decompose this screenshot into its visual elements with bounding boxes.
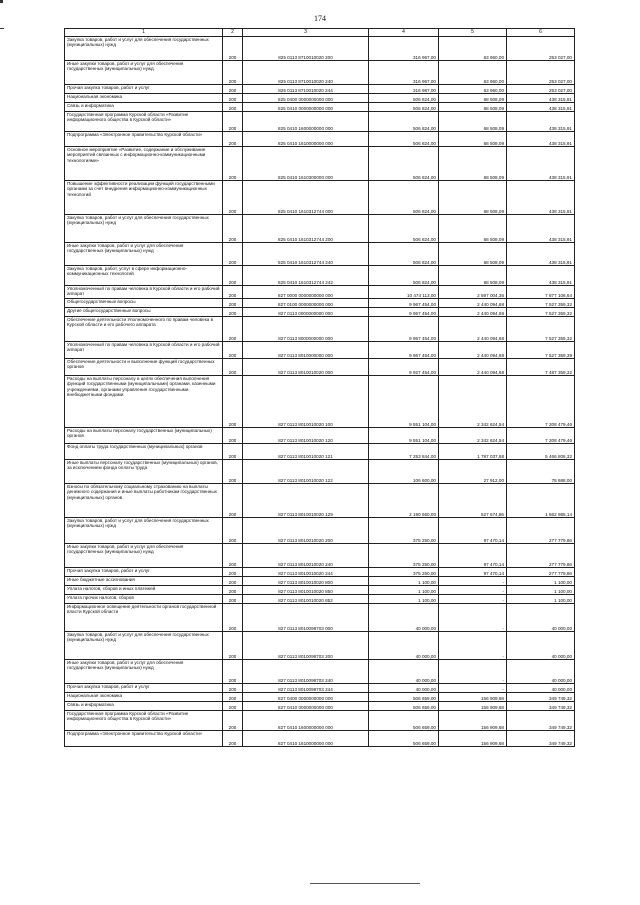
table-row [65, 518, 575, 544]
row-approved-amount: 9 967 454,00 [369, 299, 439, 308]
table-row [65, 286, 575, 299]
row-description: Государственная программа Курской области «Развитие информационного общества в Курской области» [65, 711, 223, 731]
row-description: Обеспечение деятельности Уполномоченного по правам человека в Курской области и его рабочего аппарата [65, 317, 223, 342]
row-budget-code: 827 0113 8010010020 120 [243, 428, 369, 444]
row-approved-amount: 9 967 454,00 [369, 317, 439, 342]
row-description: Основное мероприятие «Развитие, содержание и обслуживание мероприятий связанных с информационно-коммуникационными технологиями» [65, 147, 223, 181]
column-header: 1 [65, 29, 223, 37]
row-vr-code: 200 [223, 660, 243, 684]
row-vr-code: 200 [223, 359, 243, 376]
table-row [65, 132, 575, 147]
row-description: Обеспечение деятельности и выполнение функций государственных органов [65, 359, 223, 376]
row-remaining-amount: 78 688,00 [507, 460, 575, 484]
row-executed-amount: 68 508,09 [439, 215, 507, 243]
row-executed-amount: 156 909,68 [439, 693, 507, 702]
row-description: Иные закупки товаров, работ и услуг для обеспечения государственных (муниципальных) нужд [65, 61, 223, 85]
row-budget-code: 825 0113 8710010020 240 [243, 61, 369, 85]
row-approved-amount: 506 824,00 [369, 132, 439, 147]
table-row [65, 94, 575, 103]
table-row [65, 684, 575, 693]
row-vr-code: 200 [223, 484, 243, 518]
row-description: Закупка товаров, работ и услуг для обеспечения государственных (муниципальных) нужд [65, 37, 223, 61]
row-remaining-amount: 277 779,86 [507, 544, 575, 568]
row-description: Иные закупки товаров, работ и услуг для обеспечения государственных (муниципальных) нужд [65, 243, 223, 266]
row-approved-amount: 506 659,00 [369, 731, 439, 747]
row-vr-code: 200 [223, 702, 243, 711]
row-remaining-amount: 1 662 985,14 [507, 484, 575, 518]
row-executed-amount: 27 912,00 [439, 460, 507, 484]
row-budget-code: 825 0113 8710010020 244 [243, 85, 369, 94]
table-row [65, 595, 575, 604]
row-executed-amount: 2 440 094,68 [439, 359, 507, 376]
row-budget-code: 827 0113 0000000000 000 [243, 308, 369, 317]
row-executed-amount: - [439, 586, 507, 595]
row-executed-amount: 68 508,09 [439, 266, 507, 286]
row-budget-code: 827 0113 8010098703 240 [243, 660, 369, 684]
row-executed-amount: 2 440 094,68 [439, 317, 507, 342]
column-header: 4 [369, 29, 439, 37]
table-row [65, 61, 575, 85]
table-row [65, 544, 575, 568]
row-approved-amount: 1 100,00 [369, 577, 439, 586]
row-budget-code: 827 0113 8010010020 122 [243, 460, 369, 484]
row-description: Закупка товаров, работ, услуг в сфере информационно-коммуникационных технологий [65, 266, 223, 286]
row-vr-code: 200 [223, 428, 243, 444]
table-row [65, 693, 575, 702]
row-budget-code: 827 0113 8010098703 244 [243, 684, 369, 693]
row-description: Подпрограмма «Электронное правительство Курской области» [65, 132, 223, 147]
row-vr-code: 200 [223, 595, 243, 604]
row-description: Национальная экономика [65, 693, 223, 702]
row-vr-code: 200 [223, 243, 243, 266]
scan-edge-mark [0, 0, 3, 3]
row-executed-amount: 68 508,09 [439, 147, 507, 181]
row-vr-code: 200 [223, 215, 243, 243]
row-budget-code: 827 0113 8010010020 000 [243, 359, 369, 376]
row-approved-amount: 375 250,00 [369, 568, 439, 577]
row-remaining-amount: 253 027,00 [507, 85, 575, 94]
row-vr-code: 200 [223, 577, 243, 586]
table-row [65, 215, 575, 243]
row-description: Уплата прочих налогов, сборов [65, 595, 223, 604]
row-description: Прочая закупка товаров, работ и услуг [65, 684, 223, 693]
row-approved-amount: 1 100,00 [369, 595, 439, 604]
row-budget-code: 825 0410 1610312744 242 [243, 266, 369, 286]
row-remaining-amount: 438 315,91 [507, 266, 575, 286]
row-remaining-amount: 438 315,91 [507, 243, 575, 266]
row-executed-amount: 156 909,68 [439, 711, 507, 731]
row-vr-code: 200 [223, 147, 243, 181]
row-description: Фонд оплаты труда государственных (муниципальных) органов [65, 444, 223, 460]
row-remaining-amount: 349 749,32 [507, 702, 575, 711]
row-description: Связь и информатика [65, 103, 223, 112]
row-approved-amount: 506 659,00 [369, 702, 439, 711]
page-number: 174 [314, 14, 326, 23]
table-row [65, 711, 575, 731]
row-executed-amount: 97 470,14 [439, 518, 507, 544]
row-remaining-amount: 40 000,00 [507, 660, 575, 684]
row-executed-amount: 68 508,09 [439, 94, 507, 103]
row-executed-amount: 2 342 624,54 [439, 428, 507, 444]
row-remaining-amount: 349 749,32 [507, 731, 575, 747]
row-remaining-amount: 277 779,86 [507, 518, 575, 544]
row-description: Прочая закупка товаров, работ и услуг [65, 568, 223, 577]
row-remaining-amount: 7 527 359,32 [507, 317, 575, 342]
row-executed-amount: 2 440 094,68 [439, 342, 507, 359]
row-executed-amount: 156 909,68 [439, 731, 507, 747]
row-vr-code: 200 [223, 568, 243, 577]
row-description: Национальная экономика [65, 94, 223, 103]
row-executed-amount: 68 508,09 [439, 243, 507, 266]
row-description: Государственная программа Курской области «Развитие информационного общества в Курской области» [65, 112, 223, 132]
row-description: Уплата налогов, сборов и иных платежей [65, 586, 223, 595]
row-remaining-amount: 438 315,91 [507, 94, 575, 103]
row-budget-code: 827 0113 8010010020 244 [243, 568, 369, 577]
row-budget-code: 827 0000 0000000000 000 [243, 286, 369, 299]
row-approved-amount: 7 253 844,00 [369, 444, 439, 460]
row-executed-amount: - [439, 660, 507, 684]
row-budget-code: 827 0410 1610000000 000 [243, 731, 369, 747]
row-remaining-amount: 7 487 359,32 [507, 359, 575, 376]
row-approved-amount: 316 967,00 [369, 61, 439, 85]
row-remaining-amount: 253 027,00 [507, 37, 575, 61]
row-executed-amount: - [439, 684, 507, 693]
row-executed-amount: 2 440 094,68 [439, 299, 507, 308]
row-description: Взносы по обязательному социальному страхованию на выплаты денежного содержания и иные выплаты работникам государственных (муниципальных) органов [65, 484, 223, 518]
row-budget-code: 825 0410 1610312744 240 [243, 243, 369, 266]
row-remaining-amount: 5 466 806,32 [507, 444, 575, 460]
row-description: Закупка товаров, работ и услуг для обеспечения государственных (муниципальных) нужд [65, 632, 223, 660]
row-executed-amount: 63 960,00 [439, 37, 507, 61]
row-executed-amount: 2 440 094,68 [439, 308, 507, 317]
row-approved-amount: 506 824,00 [369, 103, 439, 112]
row-executed-amount: - [439, 604, 507, 632]
row-executed-amount: 1 787 037,68 [439, 444, 507, 460]
table-row [65, 660, 575, 684]
row-remaining-amount: 349 749,32 [507, 711, 575, 731]
row-remaining-amount: 7 527 359,32 [507, 299, 575, 308]
row-vr-code: 200 [223, 444, 243, 460]
row-budget-code: 825 0410 1600000000 000 [243, 112, 369, 132]
row-remaining-amount: 1 100,00 [507, 577, 575, 586]
row-approved-amount: 9 967 454,00 [369, 308, 439, 317]
row-executed-amount: 68 508,09 [439, 103, 507, 112]
row-approved-amount: 1 100,00 [369, 586, 439, 595]
table-row [65, 342, 575, 359]
row-description: Закупка товаров, работ и услуг для обеспечения государственных (муниципальных) нужд [65, 518, 223, 544]
row-approved-amount: 40 000,00 [369, 684, 439, 693]
row-vr-code: 200 [223, 460, 243, 484]
row-executed-amount: 63 960,00 [439, 85, 507, 94]
table-row [65, 731, 575, 747]
row-approved-amount: 506 824,00 [369, 243, 439, 266]
row-remaining-amount: 438 315,91 [507, 112, 575, 132]
row-description: Иные бюджетные ассигнования [65, 577, 223, 586]
row-remaining-amount: 7 208 479,46 [507, 428, 575, 444]
table-row [65, 577, 575, 586]
row-budget-code: 827 0113 8010010020 121 [243, 444, 369, 460]
row-vr-code: 200 [223, 308, 243, 317]
row-approved-amount: 506 824,00 [369, 94, 439, 103]
table-row [65, 243, 575, 266]
row-approved-amount: 9 551 104,00 [369, 376, 439, 428]
row-approved-amount: 506 824,00 [369, 147, 439, 181]
table-row [65, 376, 575, 428]
table-row [65, 702, 575, 711]
row-vr-code: 200 [223, 94, 243, 103]
row-executed-amount: 68 508,09 [439, 181, 507, 215]
row-remaining-amount: 277 779,86 [507, 568, 575, 577]
row-budget-code: 825 0410 1610000000 000 [243, 132, 369, 147]
row-vr-code: 200 [223, 376, 243, 428]
row-executed-amount: - [439, 632, 507, 660]
row-executed-amount: 2 342 624,54 [439, 376, 507, 428]
row-approved-amount: 10 474 113,00 [369, 286, 439, 299]
row-vr-code: 200 [223, 317, 243, 342]
row-vr-code: 200 [223, 181, 243, 215]
row-vr-code: 200 [223, 342, 243, 359]
row-approved-amount: 40 000,00 [369, 632, 439, 660]
row-budget-code: 827 0113 8010010020 852 [243, 595, 369, 604]
row-budget-code: 827 0113 8010010020 100 [243, 376, 369, 428]
row-budget-code: 825 0410 1610300000 000 [243, 147, 369, 181]
row-approved-amount: 9 551 104,00 [369, 428, 439, 444]
row-approved-amount: 316 987,00 [369, 85, 439, 94]
row-remaining-amount: 349 749,32 [507, 693, 575, 702]
row-approved-amount: 40 000,00 [369, 604, 439, 632]
row-approved-amount: 40 000,00 [369, 660, 439, 684]
row-approved-amount: 506 659,00 [369, 711, 439, 731]
table-row [65, 444, 575, 460]
row-executed-amount: 97 470,14 [439, 568, 507, 577]
row-description: Связь и информатика [65, 702, 223, 711]
row-approved-amount: 506 824,00 [369, 112, 439, 132]
table-row [65, 299, 575, 308]
row-remaining-amount: 40 000,00 [507, 604, 575, 632]
table-row [65, 604, 575, 632]
row-description: Информационное освещение деятельности органов государственной власти Курской области [65, 604, 223, 632]
row-remaining-amount: 7 877 108,64 [507, 286, 575, 299]
row-description: Иные закупки товаров, работ и услуг для обеспечения государственных (муниципальных) нужд [65, 660, 223, 684]
row-approved-amount: 2 190 660,00 [369, 484, 439, 518]
row-approved-amount: 9 967 454,00 [369, 342, 439, 359]
row-executed-amount: 2 597 004,36 [439, 286, 507, 299]
row-approved-amount: 316 967,00 [369, 37, 439, 61]
row-remaining-amount: 438 315,91 [507, 181, 575, 215]
footer-rule [310, 883, 420, 884]
row-vr-code: 200 [223, 103, 243, 112]
row-remaining-amount: 40 000,00 [507, 684, 575, 693]
row-description: Иные закупки товаров, работ и услуг для обеспечения государственных (муниципальных) нужд [65, 544, 223, 568]
column-header: 3 [243, 29, 369, 37]
row-remaining-amount: 438 315,91 [507, 147, 575, 181]
row-description: Повышение эффективности реализации функций государственными органами за счет внедрения информационно-коммуникационных технологий [65, 181, 223, 215]
row-vr-code: 200 [223, 85, 243, 94]
row-executed-amount: 63 960,00 [439, 61, 507, 85]
row-description: Расходы на выплаты персоналу в целях обеспечения выполнения функций государственными (муниципальными) органами, казенными учреждениями, органами управления государственными внебюджетными фондами [65, 376, 223, 428]
table-row [65, 181, 575, 215]
scan-edge-mark [0, 28, 4, 29]
row-vr-code: 200 [223, 711, 243, 731]
row-vr-code: 200 [223, 266, 243, 286]
row-description: Иные выплаты персоналу государственных (муниципальных) органов, за исключением фонда оплаты труда [65, 460, 223, 484]
row-vr-code: 200 [223, 632, 243, 660]
row-vr-code: 200 [223, 544, 243, 568]
row-approved-amount: 506 824,00 [369, 266, 439, 286]
row-description: Прочая закупка товаров, работ и услуг [65, 85, 223, 94]
table-row [65, 632, 575, 660]
row-remaining-amount: 40 000,00 [507, 632, 575, 660]
row-approved-amount: 9 927 454,00 [369, 359, 439, 376]
column-header: 2 [223, 29, 243, 37]
row-description: Закупка товаров, работ и услуг для обеспечения государственных (муниципальных) нужд [65, 215, 223, 243]
row-budget-code: 827 0113 8010098703 000 [243, 604, 369, 632]
row-remaining-amount: 438 315,91 [507, 132, 575, 147]
row-budget-code: 827 0113 8000000000 000 [243, 317, 369, 342]
row-budget-code: 825 0113 8710010020 200 [243, 37, 369, 61]
row-budget-code: 827 0113 8010010020 240 [243, 544, 369, 568]
row-budget-code: 827 0113 8010010020 129 [243, 484, 369, 518]
row-description: Общегосударственные вопросы [65, 299, 223, 308]
table-row [65, 568, 575, 577]
row-approved-amount: 506 824,00 [369, 215, 439, 243]
table-row [65, 308, 575, 317]
row-budget-code: 825 0400 0000000000 000 [243, 94, 369, 103]
row-budget-code: 827 0113 8010098703 200 [243, 632, 369, 660]
row-vr-code: 200 [223, 604, 243, 632]
row-budget-code: 825 0410 1610312744 000 [243, 181, 369, 215]
row-description: Другие общегосударственные вопросы [65, 308, 223, 317]
row-remaining-amount: 438 315,91 [507, 215, 575, 243]
row-remaining-amount: 438 315,91 [507, 103, 575, 112]
table-row [65, 112, 575, 132]
row-budget-code: 827 0100 0000000000 000 [243, 299, 369, 308]
row-description: Уполномоченный по правам человека в Курской области и его рабочий аппарат [65, 286, 223, 299]
row-vr-code: 200 [223, 693, 243, 702]
row-vr-code: 200 [223, 132, 243, 147]
row-vr-code: 200 [223, 37, 243, 61]
row-approved-amount: 506 659,00 [369, 693, 439, 702]
budget-table [64, 28, 575, 747]
table-row [65, 317, 575, 342]
row-executed-amount: 527 674,86 [439, 484, 507, 518]
row-remaining-amount: 7 527 359,32 [507, 308, 575, 317]
table-row [65, 147, 575, 181]
row-executed-amount: - [439, 577, 507, 586]
row-budget-code: 827 0113 8010010020 200 [243, 518, 369, 544]
row-description: Расходы на выплаты персоналу государственных (муниципальных) органов [65, 428, 223, 444]
row-approved-amount: 375 250,00 [369, 544, 439, 568]
row-budget-code: 827 0113 8010010020 850 [243, 586, 369, 595]
row-budget-code: 827 0113 8010010020 800 [243, 577, 369, 586]
table-row [65, 484, 575, 518]
table-row [65, 103, 575, 112]
row-budget-code: 827 0410 0000000000 000 [243, 702, 369, 711]
row-vr-code: 200 [223, 61, 243, 85]
row-description: Подпрограмма «Электронное правительство Курской области» [65, 731, 223, 747]
row-remaining-amount: 1 100,00 [507, 595, 575, 604]
row-remaining-amount: 253 027,00 [507, 61, 575, 85]
row-executed-amount: 97 470,14 [439, 544, 507, 568]
row-approved-amount: 506 824,00 [369, 181, 439, 215]
table-row [65, 266, 575, 286]
row-approved-amount: 106 600,00 [369, 460, 439, 484]
table-row [65, 586, 575, 595]
table-row [65, 359, 575, 376]
row-vr-code: 200 [223, 518, 243, 544]
row-budget-code: 827 0400 0000000000 000 [243, 693, 369, 702]
column-header: 6 [507, 29, 575, 37]
row-budget-code: 825 0410 1610312744 200 [243, 215, 369, 243]
table-row [65, 37, 575, 61]
table-body [65, 37, 575, 747]
table-row [65, 460, 575, 484]
row-budget-code: 825 0410 0000000000 000 [243, 103, 369, 112]
row-approved-amount: 375 250,00 [369, 518, 439, 544]
row-remaining-amount: 7 527 359,39 [507, 342, 575, 359]
row-vr-code: 200 [223, 731, 243, 747]
table-row [65, 85, 575, 94]
row-executed-amount: 156 909,68 [439, 702, 507, 711]
row-remaining-amount: 7 208 479,46 [507, 376, 575, 428]
row-executed-amount: 68 508,09 [439, 132, 507, 147]
row-vr-code: 200 [223, 586, 243, 595]
row-vr-code: 200 [223, 299, 243, 308]
row-vr-code: 200 [223, 286, 243, 299]
row-vr-code: 200 [223, 684, 243, 693]
row-executed-amount: - [439, 595, 507, 604]
table-row [65, 428, 575, 444]
row-executed-amount: 68 508,09 [439, 112, 507, 132]
row-description: Уполномоченный по правам человека в Курской области и его рабочий аппарат [65, 342, 223, 359]
row-remaining-amount: 1 100,00 [507, 586, 575, 595]
row-budget-code: 827 0113 8010000000 000 [243, 342, 369, 359]
row-budget-code: 827 0410 1600000000 000 [243, 711, 369, 731]
table-header-row [65, 29, 575, 37]
row-vr-code: 200 [223, 112, 243, 132]
column-header: 5 [439, 29, 507, 37]
